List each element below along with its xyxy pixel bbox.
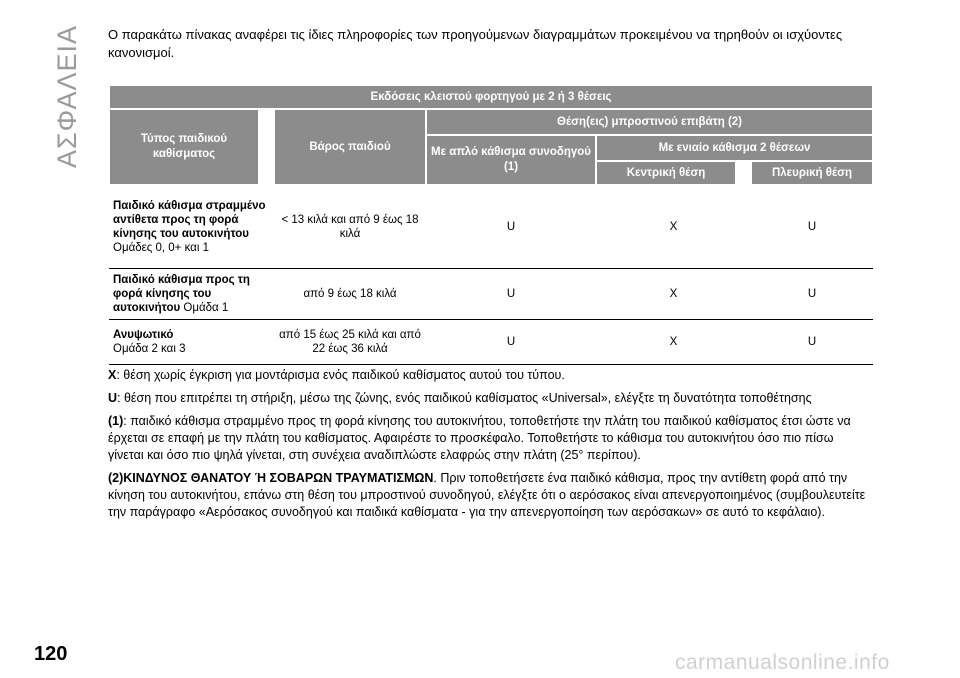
center-position-cell: X	[596, 185, 751, 269]
seat-type-cell: Παιδικό κάθισμα προς τη φορά κίνησης του αυτοκινήτου Ομάδα 1	[109, 269, 274, 320]
header-front-passenger: Θέση(εις) μπροστινού επιβάτη (2)	[426, 109, 873, 135]
child-seat-table	[108, 84, 874, 365]
weight-cell: < 13 κιλά και από 9 έως 18 κιλά	[274, 185, 426, 269]
table-title: Εκδόσεις κλειστού φορτηγού με 2 ή 3 θέσεις	[109, 85, 873, 109]
side-position-cell: U	[751, 185, 873, 269]
note-x: X: θέση χωρίς έγκριση για μοντάρισμα ενός παιδικού καθίσματος αυτού του τύπου.	[108, 368, 565, 382]
page-number: 120	[34, 643, 68, 665]
note-u: U: θέση που επιτρέπει τη στήριξη, μέσω της ζώνης, ενός παιδικού καθίσματος «Universal», ελέγξτε τη δυνατότητα τοποθέτησης	[108, 391, 812, 405]
page-content	[108, 26, 872, 527]
table-notes	[108, 367, 872, 521]
header-seat-type: Τύπος παιδικού καθίσματος	[109, 109, 259, 185]
header-side-position: Πλευρική θέση	[751, 161, 873, 185]
note-1: (1): παιδικό κάθισμα στραμμένο προς τη φορά κίνησης του αυτοκινήτου, τοποθετήστε την πλάτη του παιδικού καθίσματος έτσι ώστε να έρχεται σε επαφή με την πλάτη του καθίσματος. Αφαιρέστε το προσκέφαλο. Τοποθετήστε το κάθισμα του αυτοκινήτου όσο πιο πίσω γίνεται και όσο πιο ψηλά γίνεται, στη συνέχεια αναδιπλώστε ελαφρώς στην πλάτη (25° περίπου).	[108, 414, 851, 462]
header-spacer	[259, 109, 274, 185]
center-position-cell: X	[596, 269, 751, 320]
table-row	[109, 269, 873, 320]
header-bench-seat: Με ενιαίο κάθισμα 2 θέσεων	[596, 135, 873, 161]
table-row	[109, 320, 873, 365]
side-position-cell: U	[751, 269, 873, 320]
single-seat-cell: U	[426, 269, 596, 320]
header-spacer	[736, 161, 751, 185]
header-single-seat: Με απλό κάθισμα συνοδηγού (1)	[426, 135, 596, 185]
side-position-cell: U	[751, 320, 873, 365]
single-seat-cell: U	[426, 320, 596, 365]
center-position-cell: X	[596, 320, 751, 365]
intro-paragraph: Ο παρακάτω πίνακας αναφέρει τις ίδιες πληροφορίες των προηγούμενων διαγραμμάτων προκειμένου να τηρηθούν οι ισχύοντες κανονισμοί.	[108, 27, 843, 60]
header-center-position: Κεντρική θέση	[596, 161, 736, 185]
weight-cell: από 15 έως 25 κιλά και από 22 έως 36 κιλά	[274, 320, 426, 365]
note-2: (2)ΚΙΝΔΥΝΟΣ ΘΑΝΑΤΟΥ Ή ΣΟΒΑΡΩΝ ΤΡΑΥΜΑΤΙΣΜΩΝ. Πριν τοποθετήσετε ένα παιδικό κάθισμα, προς την αντίθετη φορά από την κίνηση του αυτοκινήτου, επάνω στη θέση του μπροστινού συνοδηγού, ελέγξτε ότι ο αερόσακος είναι απενεργοποιημένος (συμβουλευτείτε την παράγραφο «Αερόσακος συνοδηγού και παιδικά καθίσματα - για την απενεργοποίηση των αερόσακων» σε αυτό το κεφάλαιο).	[108, 471, 866, 519]
weight-cell: από 9 έως 18 κιλά	[274, 269, 426, 320]
table-row	[109, 185, 873, 269]
section-label: ΑΣΦΑΛΕΙΑ	[52, 24, 83, 168]
header-child-weight: Βάρος παιδιού	[274, 109, 426, 185]
seat-type-cell: Ανυψωτικό Ομάδα 2 και 3	[109, 320, 274, 365]
seat-type-cell: Παιδικό κάθισμα στραμμένο αντίθετα προς τη φορά κίνησης του αυτοκινήτου Ομάδες 0, 0+ και 1	[109, 185, 274, 269]
footer-watermark: carmanualsonline.info	[675, 651, 890, 674]
single-seat-cell: U	[426, 185, 596, 269]
